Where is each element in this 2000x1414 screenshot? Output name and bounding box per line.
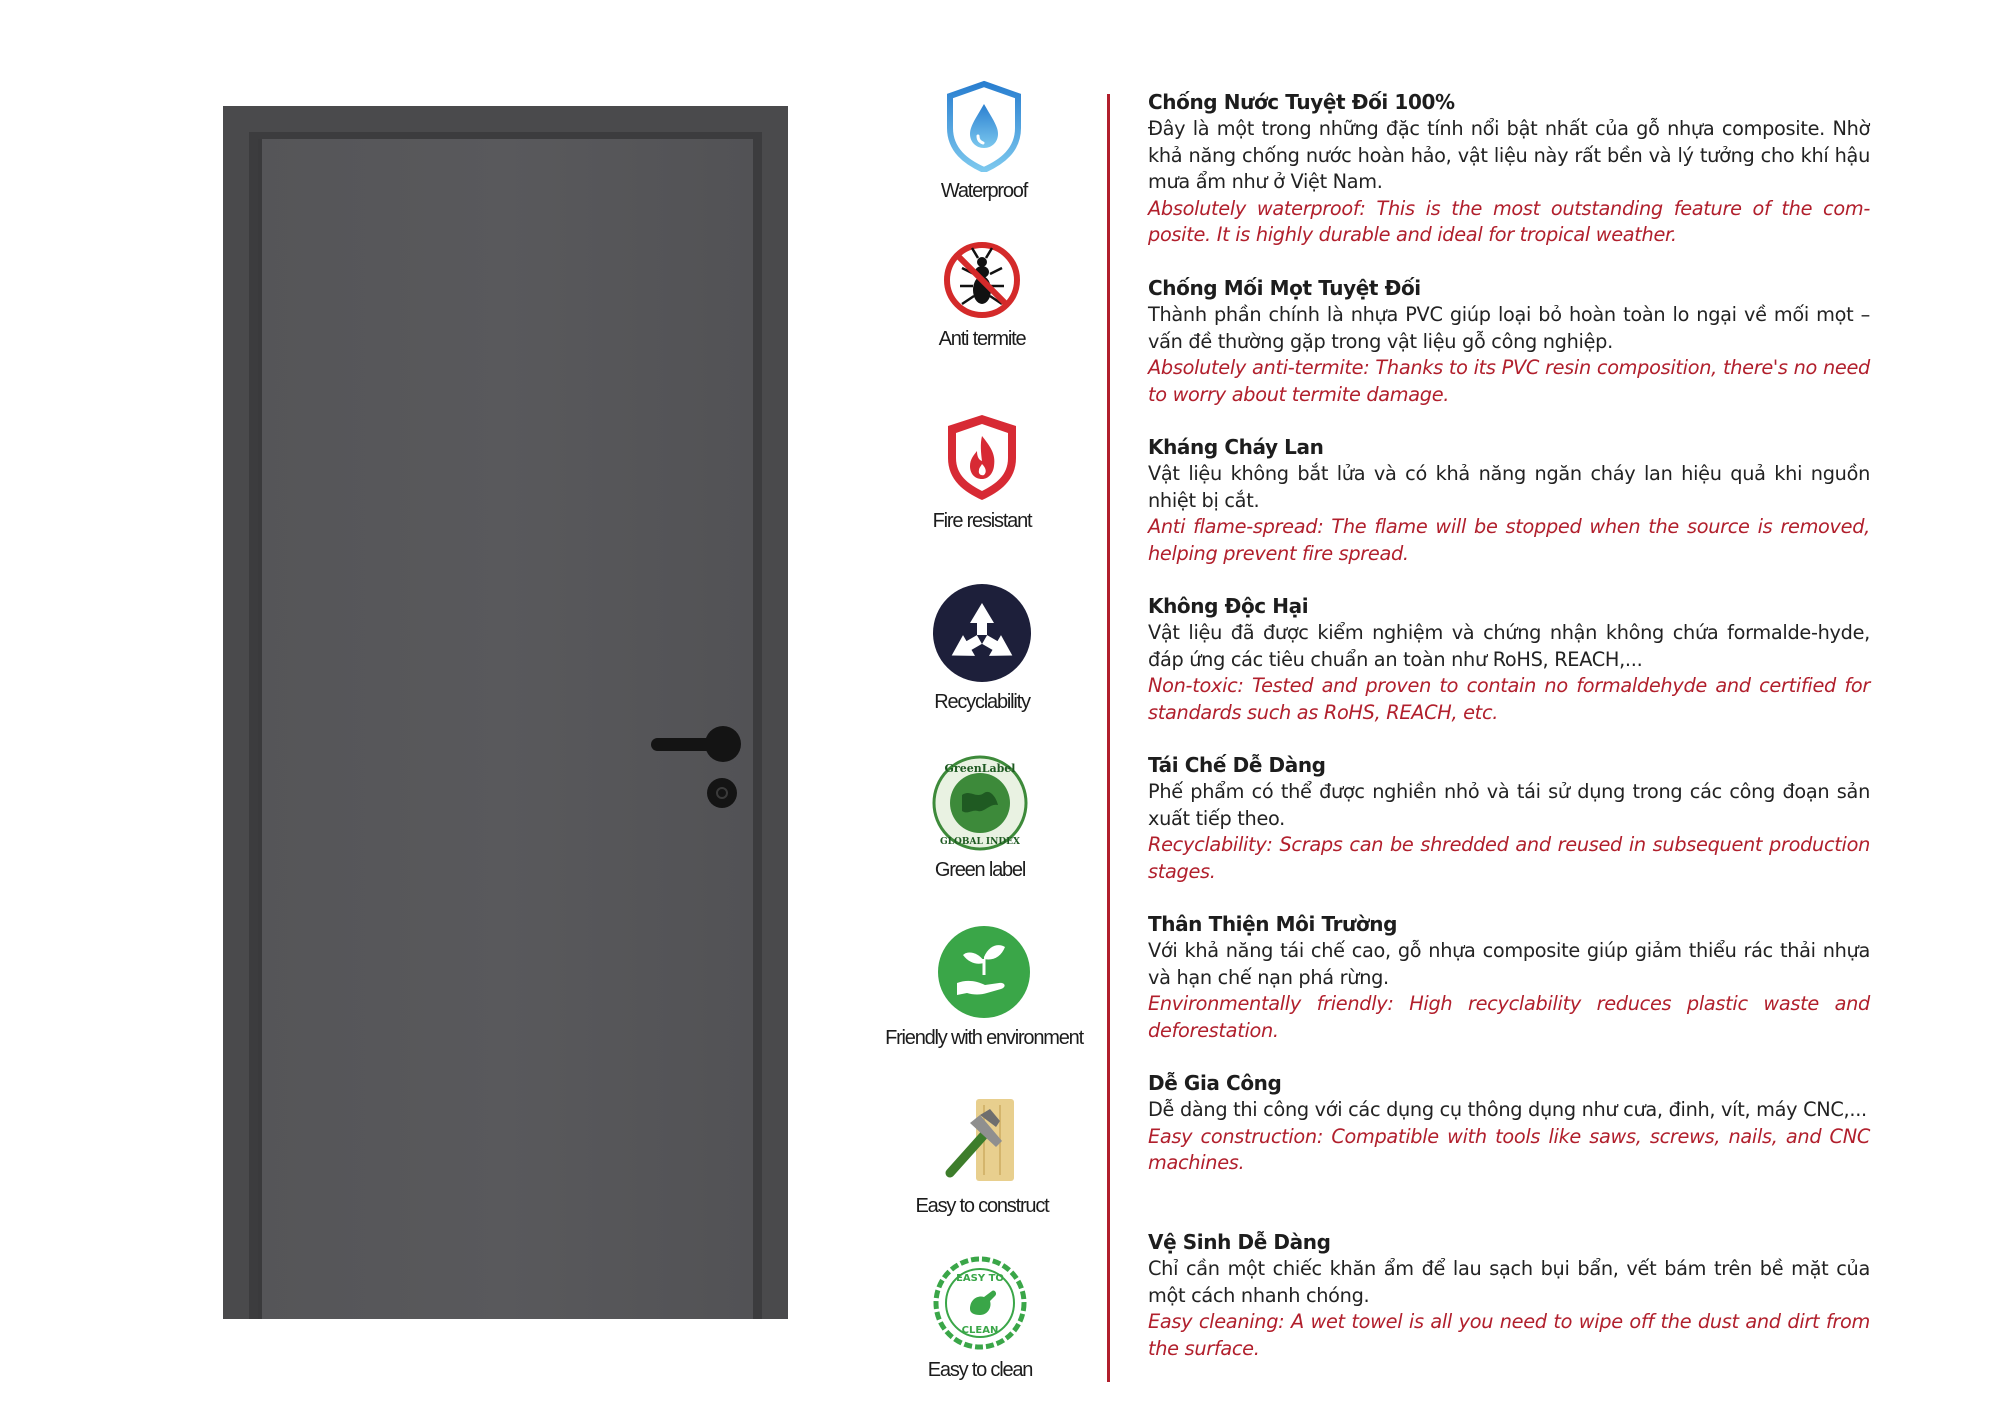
- description-vietnamese: Thành phần chính là nhựa PVC giúp loại bỏ hoàn toàn lo ngại về mối mọt – vấn đề thường gặp trong vật liệu gỗ công nghiệp.: [1148, 303, 1870, 353]
- green-label-badge-icon: [932, 755, 1028, 851]
- feature-label: Anti termite: [938, 328, 1026, 350]
- description-waterproof: [1148, 89, 1870, 249]
- feature-fire-resistant: [862, 412, 1102, 533]
- feature-label: Easy to construct: [915, 1195, 1049, 1217]
- description-english: Recyclability: Scraps can be shredded and reused in subsequent production stages.: [1148, 833, 1870, 883]
- feature-label: Green label: [934, 859, 1026, 881]
- description-title: Dễ Gia Công: [1148, 1071, 1282, 1095]
- water-drop-shield-icon: [944, 80, 1024, 172]
- description-vietnamese: Chỉ cần một chiếc khăn ẩm để lau sạch bụi bẩn, vết bám trên bề mặt của một cách nhanh chóng.: [1148, 1257, 1870, 1307]
- description-english: Easy construction: Compatible with tools like saws, screws, nails, and CNC machines.: [1148, 1124, 1870, 1174]
- description-vietnamese: Phế phẩm có thể được nghiền nhỏ và tái sử dụng trong các công đoạn sản xuất tiếp theo.: [1148, 780, 1870, 830]
- description-title: Chống Nước Tuyệt Đối 100%: [1148, 90, 1455, 114]
- feature-label: Waterproof: [940, 180, 1028, 202]
- description-vietnamese: Dễ dàng thi công với các dụng cụ thông dụng như cưa, đinh, vít, máy CNC,...: [1148, 1098, 1867, 1121]
- badge-text-bottom: CLEAN: [961, 1325, 999, 1336]
- door-leaf: [258, 139, 753, 1319]
- door-image: [223, 106, 788, 1319]
- description-title: Kháng Cháy Lan: [1148, 435, 1324, 459]
- description-eco-friendly: [1148, 911, 1870, 1044]
- feature-anti-termite: [862, 240, 1102, 351]
- description-english: Absolutely anti-termite: Thanks to its PVC resin composition, there's no need to worry about termite damage.: [1148, 356, 1870, 406]
- description-title: Vệ Sinh Dễ Dàng: [1148, 1230, 1331, 1254]
- door-handle-rose: [705, 726, 741, 762]
- feature-recyclability: [862, 583, 1102, 714]
- description-english: Anti flame-spread: The flame will be stopped when the source is removed, helping prevent fire spread.: [1148, 515, 1870, 565]
- description-english: Non-toxic: Tested and proven to contain no formaldehyde and certified for standards such as RoHS, REACH, etc.: [1148, 674, 1870, 724]
- description-english: Easy cleaning: A wet towel is all you need to wipe off the dust and dirt from the surface.: [1148, 1310, 1870, 1360]
- door-lock: [707, 778, 737, 808]
- description-vietnamese: Với khả năng tái chế cao, gỗ nhựa composite giúp giảm thiểu rác thải nhựa và hạn chế nạn phá rừng.: [1148, 939, 1870, 989]
- description-vietnamese: Vật liệu đã được kiểm nghiệm và chứng nhận không chứa formalde-hyde, đáp ứng các tiêu chuẩn an toàn như RoHS, REACH,...: [1148, 621, 1870, 671]
- description-title: Tái Chế Dễ Dàng: [1148, 753, 1326, 777]
- feature-waterproof: [864, 80, 1104, 203]
- badge-text-bottom: GLOBAL INDEX: [940, 837, 1020, 847]
- feature-label: Recyclability: [934, 691, 1030, 713]
- easy-clean-stamp-icon: [932, 1255, 1028, 1351]
- description-recyclability: [1148, 752, 1870, 885]
- feature-friendly-environment: [864, 925, 1104, 1050]
- feature-green-label: [860, 755, 1100, 882]
- feature-label: Easy to clean: [927, 1359, 1033, 1381]
- fire-shield-icon: [944, 412, 1020, 502]
- badge-text-top: GreenLabel: [944, 762, 1016, 775]
- description-title: Chống Mối Mọt Tuyệt Đối: [1148, 276, 1421, 300]
- description-easy-clean: [1148, 1229, 1870, 1362]
- feature-easy-clean: [860, 1255, 1100, 1382]
- description-title: Thân Thiện Môi Trường: [1148, 912, 1397, 936]
- description-fire-resistant: [1148, 434, 1870, 567]
- no-termite-icon: [942, 240, 1022, 320]
- hand-plant-icon: [937, 925, 1031, 1019]
- description-easy-construct: [1148, 1070, 1870, 1177]
- badge-text-top: EASY TO: [956, 1273, 1004, 1284]
- description-vietnamese: Vật liệu không bắt lửa và có khả năng ngăn cháy lan hiệu quả khi nguồn nhiệt bị cắt.: [1148, 462, 1870, 512]
- description-vietnamese: Đây là một trong những đặc tính nổi bật nhất của gỗ nhựa composite. Nhờ khả năng chống nước hoàn hảo, vật liệu này rất bền và lý tưởng cho khí hậu mưa ẩm như ở Việt Nam.: [1148, 117, 1870, 193]
- description-non-toxic: [1148, 593, 1870, 726]
- feature-label: Friendly with environment: [885, 1027, 1083, 1049]
- description-title: Không Độc Hại: [1148, 594, 1309, 618]
- hammer-wood-icon: [940, 1095, 1024, 1187]
- feature-label: Fire resistant: [932, 510, 1032, 532]
- description-english: Environmentally friendly: High recyclability reduces plastic waste and deforestation.: [1148, 992, 1870, 1042]
- feature-easy-construct: [862, 1095, 1102, 1218]
- description-english: Absolutely waterproof: This is the most outstanding feature of the com-posite. It is highly durable and ideal for tropical weather.: [1148, 196, 1870, 246]
- section-divider: [1107, 94, 1110, 1382]
- description-anti-termite: [1148, 275, 1870, 408]
- recycle-icon: [932, 583, 1032, 683]
